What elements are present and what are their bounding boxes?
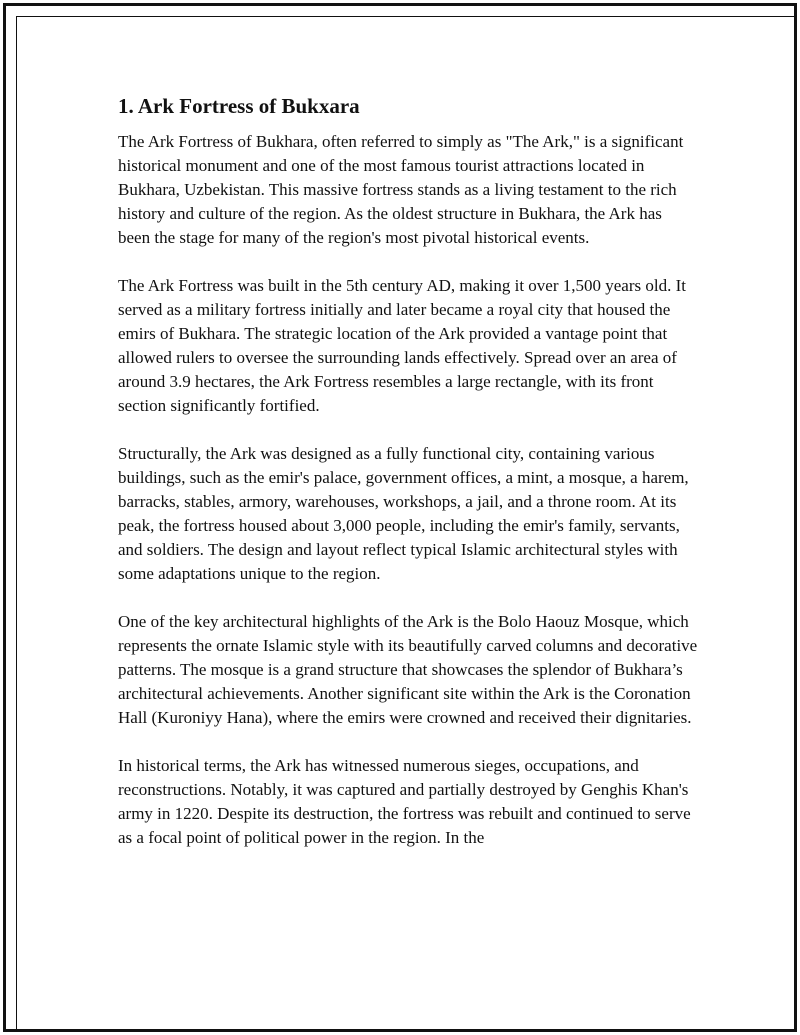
paragraph-2: The Ark Fortress was built in the 5th century AD, making it over 1,500 years old. It served as a military fortress initially and later became a royal city that housed the emirs of Bukhara. The strategic location of the Ark provided a vantage point that allowed rulers to oversee the surrounding lands effectively. Spread over an area of around 3.9 hectares, the Ark Fortress resembles a large rectangle, with its front section significantly fortified. <box>118 276 686 415</box>
paragraph-5: In historical terms, the Ark has witnessed numerous sieges, occupations, and reconstructions. Notably, it was captured and partially destroyed by Genghis Khan's army in 1220. Despite its destruction, the fortress was rebuilt and continued to serve as a focal point of political power in the region. In the <box>118 756 691 847</box>
paragraph-3: Structurally, the Ark was designed as a fully functional city, containing various buildings, such as the emir's palace, government offices, a mint, a mosque, a harem, barracks, stables, armory, warehouses, workshops, a jail, and a throne room. At its peak, the fortress housed about 3,000 people, including the emir's family, servants, and soldiers. The design and layout reflect typical Islamic architectural styles with some adaptations unique to the region. <box>118 444 689 583</box>
document-body <box>118 92 698 874</box>
paragraph-4: One of the key architectural highlights of the Ark is the Bolo Haouz Mosque, which represents the ornate Islamic style with its beautifully carved columns and decorative patterns. The mosque is a grand structure that showcases the splendor of Bukhara’s architectural achievements. Another significant site within the Ark is the Coronation Hall (Kuroniyy Hana), where the emirs were crowned and received their dignitaries. <box>118 612 698 727</box>
paragraph-1: The Ark Fortress of Bukhara, often referred to simply as "The Ark," is a significant historical monument and one of the most famous tourist attractions located in Bukhara, Uzbekistan. This massive fortress stands as a living testament to the rich history and culture of the region. As the oldest structure in Bukhara, the Ark has been the stage for many of the region's most pivotal historical events. <box>118 132 684 247</box>
document-title: 1. Ark Fortress of Bukxara <box>118 94 360 118</box>
